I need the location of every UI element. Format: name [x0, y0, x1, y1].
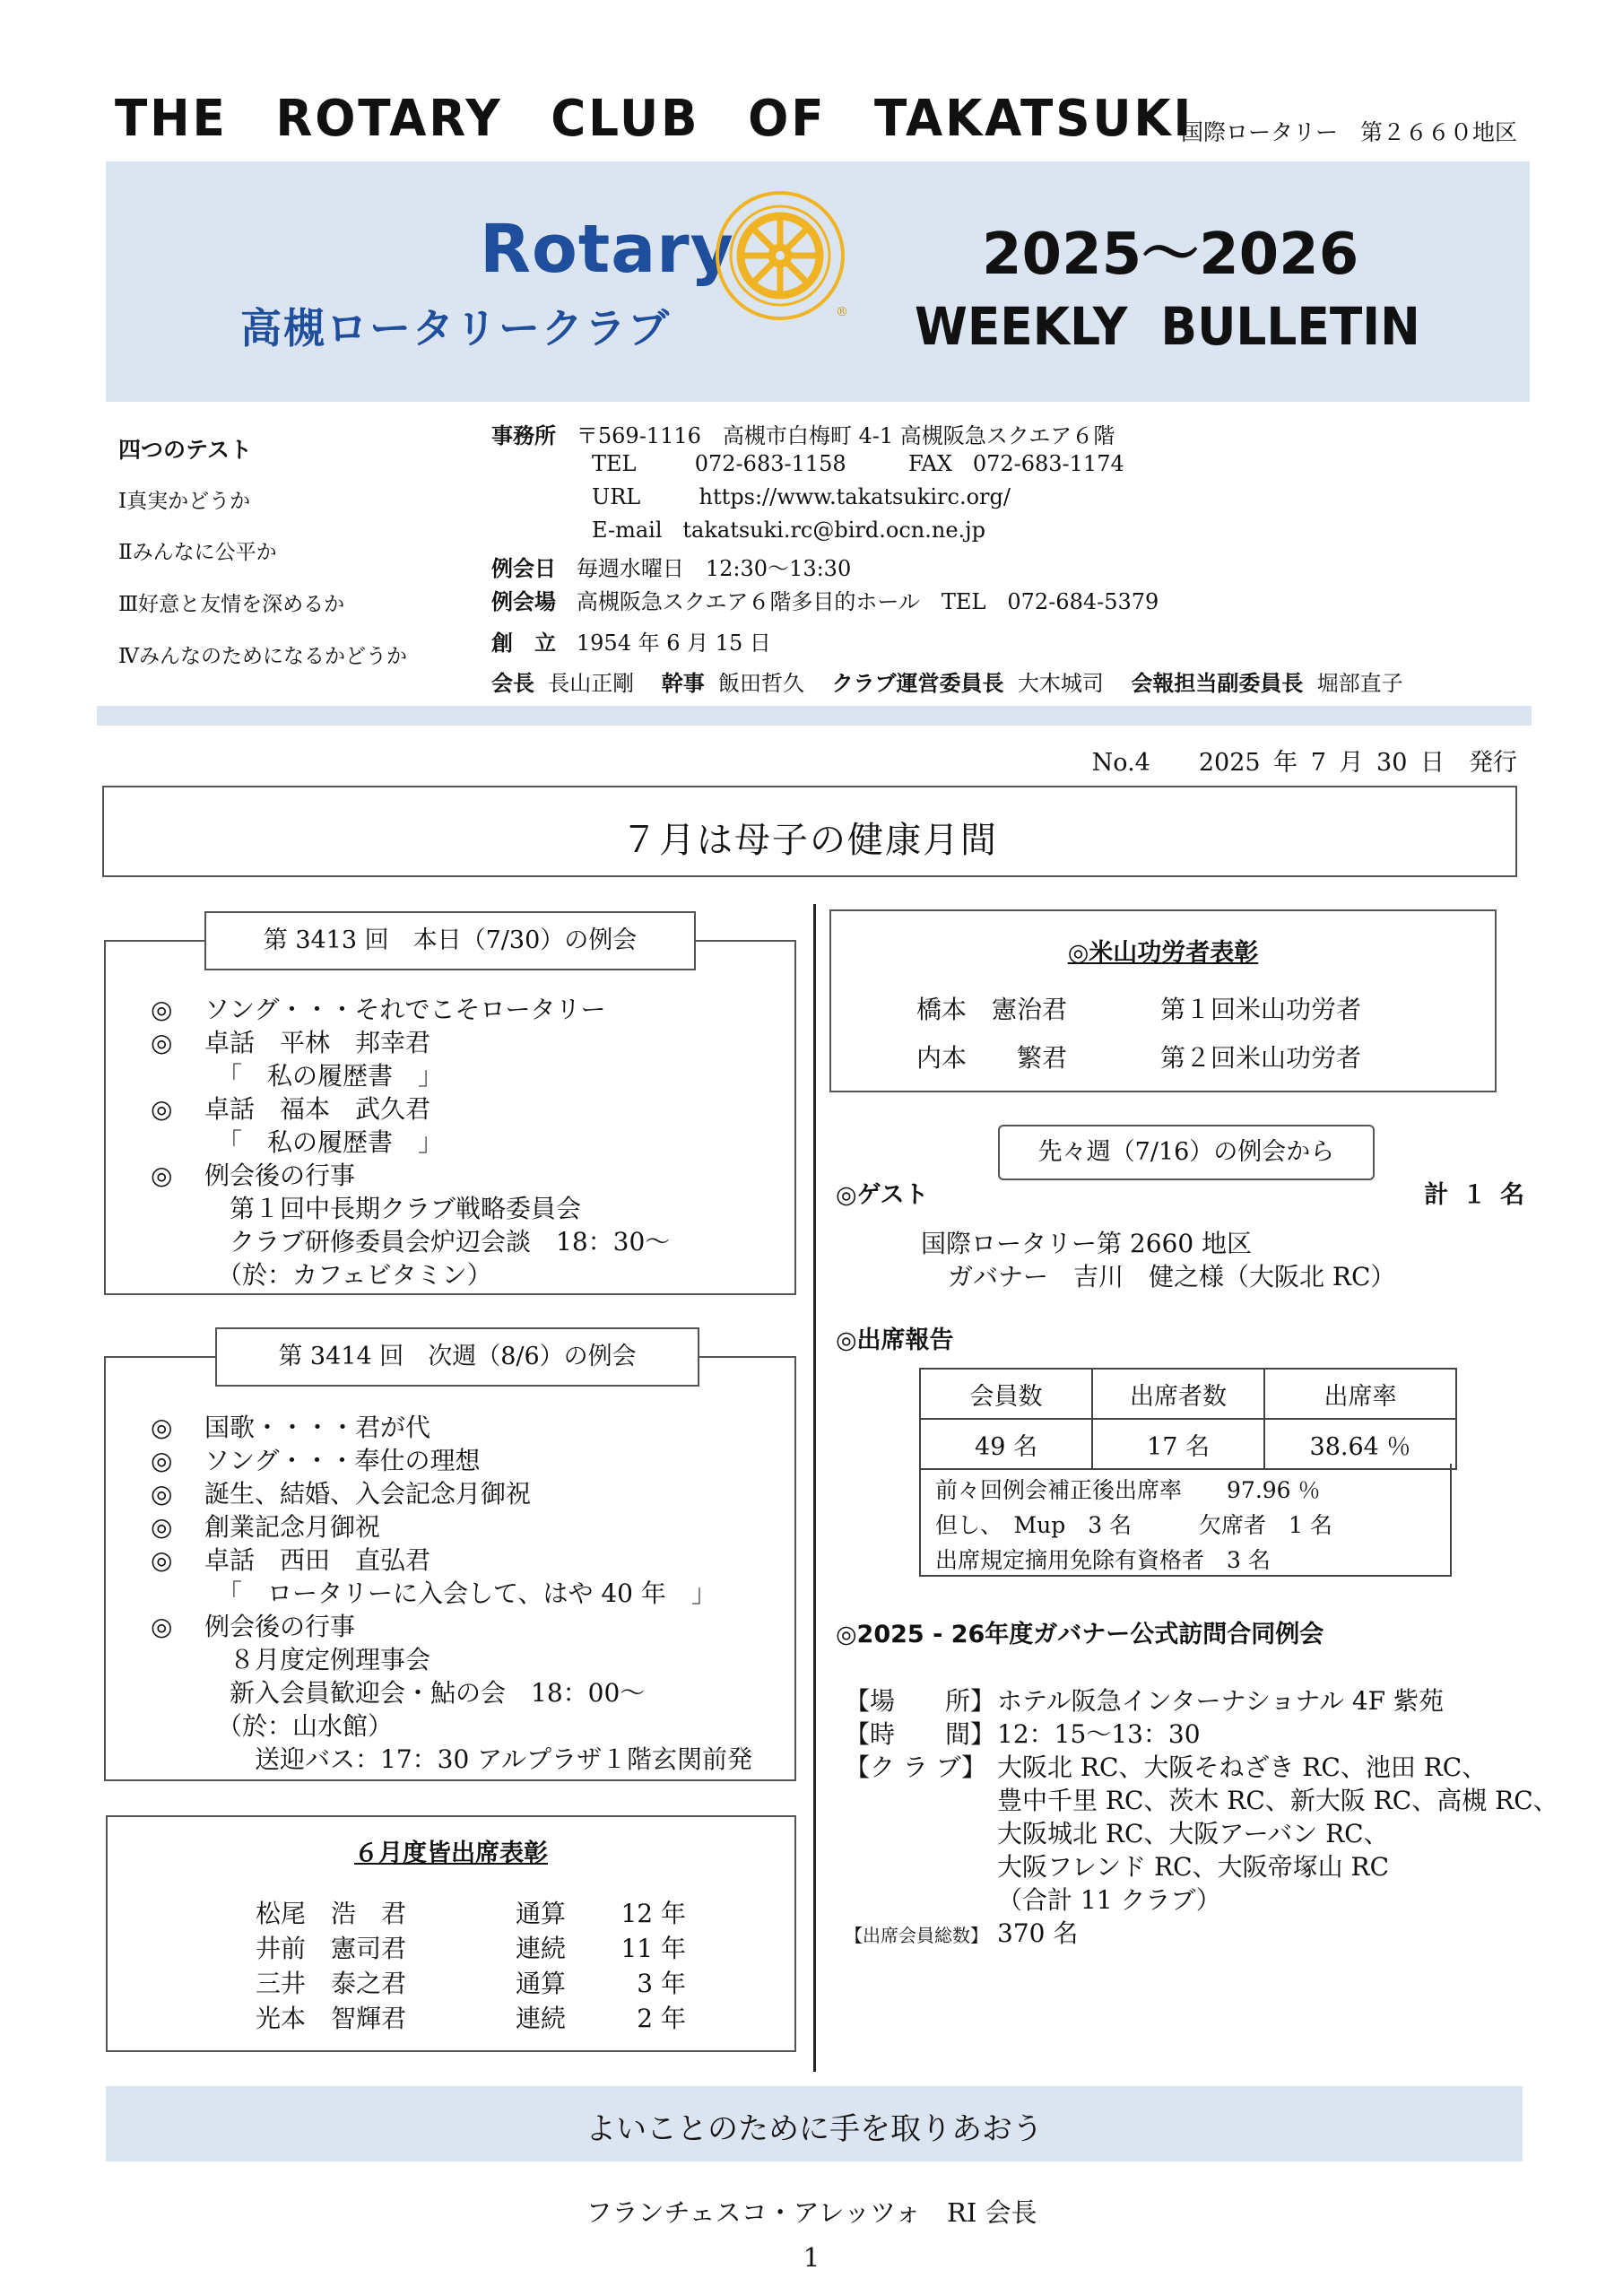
yoneyama-list — [916, 990, 1361, 1087]
list-item: 誕生、結婚、入会記念月御祝 — [204, 1479, 532, 1509]
attendance-years: 11 年 — [621, 1934, 686, 1963]
table-row — [920, 1369, 1456, 1419]
four-test-item: Ⅳみんなのためになるかどうか — [118, 645, 407, 668]
attendance-table — [919, 1368, 1457, 1470]
next-meeting-list — [151, 1408, 752, 1773]
issue-info: No.4 2025 年 7 月 30 日 発行 — [1091, 749, 1517, 777]
office-fax: 072-683-1174 — [972, 451, 1124, 476]
founded-row — [491, 625, 771, 657]
office-tel: 072-683-1158 — [694, 451, 846, 476]
bullet-mark: ◎ — [151, 1094, 173, 1124]
attendance-years: 3 年 — [637, 1969, 686, 1998]
table-cell: 49 名 — [920, 1419, 1092, 1469]
secretary-name: 飯田哲久 — [718, 671, 805, 696]
bulletin-title: WEEKLY BULLETIN — [915, 296, 1420, 357]
detail-value: 大阪フレンド RC、大阪帝塚山 RC — [997, 1852, 1389, 1882]
bullet-mark: ◎ — [151, 1446, 173, 1475]
meeting-day-label: 例会日 — [491, 556, 556, 581]
column-divider — [813, 904, 816, 2072]
detail-value: ホテル阪急インターナショナル 4F 紫苑 — [997, 1686, 1445, 1716]
office-email-row — [592, 517, 985, 543]
member-name: 内本 繁君 — [916, 1043, 1068, 1073]
list-item: 新入会員歓迎会・鮎の会 18：00～ — [204, 1678, 646, 1708]
today-meeting-tab: 第 3413 回 本日（7/30）の例会 — [204, 911, 696, 970]
list-item: 第１回中長期クラブ戦略委員会 — [204, 1194, 582, 1223]
today-meeting-list — [151, 990, 670, 1289]
list-item — [256, 1894, 686, 1929]
president-name: 長山正剛 — [548, 671, 635, 696]
office-address-row — [491, 418, 1115, 449]
bulletin-vice-label: 会報担当副委員長 — [1131, 671, 1304, 696]
four-test-item: Ⅱみんなに公平か — [118, 541, 277, 564]
award-name: 第１回米山功労者 — [1160, 995, 1362, 1024]
detail-label: 【場 所】 — [845, 1686, 996, 1716]
founded: 1954 年 6 月 15 日 — [576, 631, 771, 656]
page-number: 1 — [803, 2242, 820, 2273]
list-item: （於：カフェビタミン） — [204, 1260, 492, 1290]
list-item: 卓話 平林 邦幸君 — [204, 1028, 431, 1057]
table-cell: 17 名 — [1092, 1419, 1264, 1469]
bullet-mark: ◎ — [151, 995, 173, 1024]
list-item: ソング・・・奉仕の理想 — [204, 1446, 481, 1475]
attendance-type: 通算 — [516, 1969, 567, 1998]
list-item: 創業記念月御祝 — [204, 1512, 381, 1542]
attendance-label: ◎出席報告 — [836, 1326, 954, 1354]
tel-label: TEL — [592, 451, 637, 476]
table-header: 出席率 — [1264, 1369, 1456, 1419]
list-item: ソング・・・それでこそロータリー — [204, 995, 606, 1024]
detail-value: 12：15～13：30 — [997, 1719, 1201, 1749]
member-name: 松尾 浩 君 — [256, 1899, 407, 1928]
list-item — [256, 1964, 686, 1999]
month-theme: ７月は母子の健康月間 — [621, 820, 998, 861]
detail-label: 【出席会員総数】 — [845, 1925, 988, 1946]
list-item — [256, 1999, 686, 2034]
attendance-note: 出席規定摘用免除有資格者 3 名 — [935, 1547, 1271, 1573]
header-separator — [97, 706, 1532, 726]
registered-icon: ® — [836, 305, 848, 319]
rotary-logo-text: Rotary — [480, 211, 734, 288]
list-item: 例会後の行事 — [204, 1161, 356, 1190]
ri-theme-motto: よいことのために手を取りあおう — [586, 2111, 1043, 2147]
table-cell: 38.64 ％ — [1264, 1419, 1456, 1469]
detail-value: 大阪北 RC、大阪そねざき RC、池田 RC、 — [997, 1752, 1488, 1782]
list-item: 送迎バス：17：30 アルプラザ１階玄関前発 — [204, 1744, 753, 1774]
bullet-mark: ◎ — [151, 1028, 173, 1057]
list-item: 例会後の行事 — [204, 1612, 356, 1641]
attendance-years: 12 年 — [621, 1899, 686, 1928]
district-label: 国際ロータリー 第２６６０地区 — [1180, 119, 1517, 145]
detail-value: 豊中千里 RC、茨木 RC、新大阪 RC、高槻 RC、 — [997, 1786, 1558, 1815]
bullet-mark: ◎ — [151, 1612, 173, 1641]
list-item: ８月度定例理事会 — [204, 1645, 431, 1674]
bullet-mark: ◎ — [151, 1413, 173, 1442]
detail-value: 370 名 — [997, 1918, 1079, 1948]
email-label: E-mail — [592, 517, 663, 543]
club-name: THE ROTARY CLUB OF TAKATSUKI — [115, 90, 1194, 148]
list-item: 国歌・・・・君が代 — [204, 1413, 431, 1442]
member-name: 光本 智輝君 — [256, 2004, 407, 2033]
venue-label: 例会場 — [491, 589, 556, 614]
office-url[interactable]: https://www.takatsukirc.org/ — [699, 484, 1011, 509]
award-name: 第２回米山功労者 — [1160, 1043, 1362, 1073]
list-item: 「 私の履歴書 」 — [204, 1061, 444, 1091]
bulletin-vice-name: 堀部直子 — [1316, 671, 1403, 696]
detail-label: 【ク ラ ブ】 — [845, 1752, 987, 1782]
four-test-item: Ⅲ好意と友情を深めるか — [118, 593, 345, 616]
table-header: 出席者数 — [1092, 1369, 1264, 1419]
url-label: URL — [592, 484, 641, 509]
list-item: 「 ロータリーに入会して、はや 40 年 」 — [204, 1578, 716, 1608]
detail-value: （合計 11 クラブ） — [997, 1885, 1221, 1915]
guest-label: ◎ゲスト — [836, 1181, 929, 1209]
table-row — [920, 1419, 1456, 1469]
president-label: 会長 — [491, 671, 534, 696]
bullet-mark: ◎ — [151, 1512, 173, 1542]
club-ops-name: 大木城司 — [1017, 671, 1104, 696]
governor-visit-details — [845, 1682, 1558, 1947]
list-item: 「 私の履歴書 」 — [204, 1127, 444, 1157]
list-item — [916, 1039, 1361, 1087]
officers-row — [491, 665, 1403, 697]
office-address: 〒569-1116 高槻市白梅町 4-1 高槻阪急スクエア６階 — [576, 423, 1115, 448]
list-item: 卓話 福本 武久君 — [204, 1094, 431, 1124]
list-item: クラブ研修委員会炉辺会談 18：30～ — [204, 1227, 671, 1257]
guest-name: ガバナー 吉川 健之様（大阪北 RC） — [948, 1262, 1396, 1292]
table-header: 会員数 — [920, 1369, 1092, 1419]
detail-value: 大阪城北 RC、大阪アーバン RC、 — [997, 1819, 1389, 1848]
governor-visit-title: ◎2025 - 26年度ガバナー公式訪問合同例会 — [836, 1621, 1324, 1648]
attendance-years: 2 年 — [637, 2004, 686, 2033]
member-name: 橋本 憲治君 — [916, 995, 1068, 1024]
office-url-row — [592, 484, 1011, 509]
office-tel-row — [592, 451, 1124, 476]
four-test-item: Ⅰ真実かどうか — [118, 490, 251, 513]
bulletin-year: 2025～2026 — [982, 222, 1359, 288]
office-email[interactable]: takatsuki.rc@bird.ocn.ne.jp — [682, 517, 985, 543]
list-item — [916, 990, 1361, 1039]
guest-total: 計 １ 名 — [1424, 1181, 1524, 1209]
attendance-type: 通算 — [516, 1899, 567, 1928]
perfect-attendance-title: ６月度皆出席表彰 — [354, 1839, 548, 1867]
perfect-attendance-list — [256, 1894, 686, 2034]
list-item: 卓話 西田 直弘君 — [204, 1545, 431, 1575]
venue-row — [491, 584, 1159, 615]
attendance-type: 連続 — [516, 1934, 567, 1963]
secretary-label: 幹事 — [661, 671, 705, 696]
club-name-jp: 高槻ロータリークラブ — [240, 304, 671, 352]
member-name: 三井 泰之君 — [256, 1969, 407, 1998]
next-meeting-tab: 第 3414 回 次週（8/6）の例会 — [215, 1327, 699, 1387]
meeting-day: 毎週水曜日 12:30～13:30 — [576, 556, 852, 581]
venue: 高槻阪急スクエア６階多目的ホール TEL 072-684-5379 — [576, 589, 1159, 614]
attendance-type: 連続 — [516, 2004, 567, 2033]
guest-org: 国際ロータリー第 2660 地区 — [921, 1229, 1253, 1258]
bullet-mark: ◎ — [151, 1479, 173, 1509]
four-tests-title: 四つのテスト — [118, 437, 253, 463]
office-label: 事務所 — [491, 423, 556, 448]
list-item: （於：山水館） — [204, 1711, 394, 1741]
attendance-note: 但し、 Mup 3 名 欠席者 1 名 — [935, 1512, 1332, 1538]
ri-president: フランチェスコ・アレッツォ RI 会長 — [586, 2197, 1037, 2228]
rotary-wheel-icon — [713, 188, 847, 323]
fax-label: FAX — [907, 451, 952, 476]
club-ops-label: クラブ運営委員長 — [831, 671, 1004, 696]
previous-meeting-tab: 先々週（7/16）の例会から — [998, 1125, 1375, 1180]
attendance-notes-text — [935, 1473, 1332, 1578]
member-name: 井前 憲司君 — [256, 1934, 407, 1963]
yoneyama-title: ◎米山功労者表彰 — [1067, 939, 1259, 967]
meeting-day-row — [491, 551, 851, 582]
founded-label: 創 立 — [491, 631, 556, 656]
detail-label: 【時 間】 — [845, 1719, 996, 1749]
list-item — [256, 1929, 686, 1964]
bullet-mark: ◎ — [151, 1161, 173, 1190]
attendance-note: 前々回例会補正後出席率 97.96 ％ — [935, 1477, 1321, 1503]
bullet-mark: ◎ — [151, 1545, 173, 1575]
